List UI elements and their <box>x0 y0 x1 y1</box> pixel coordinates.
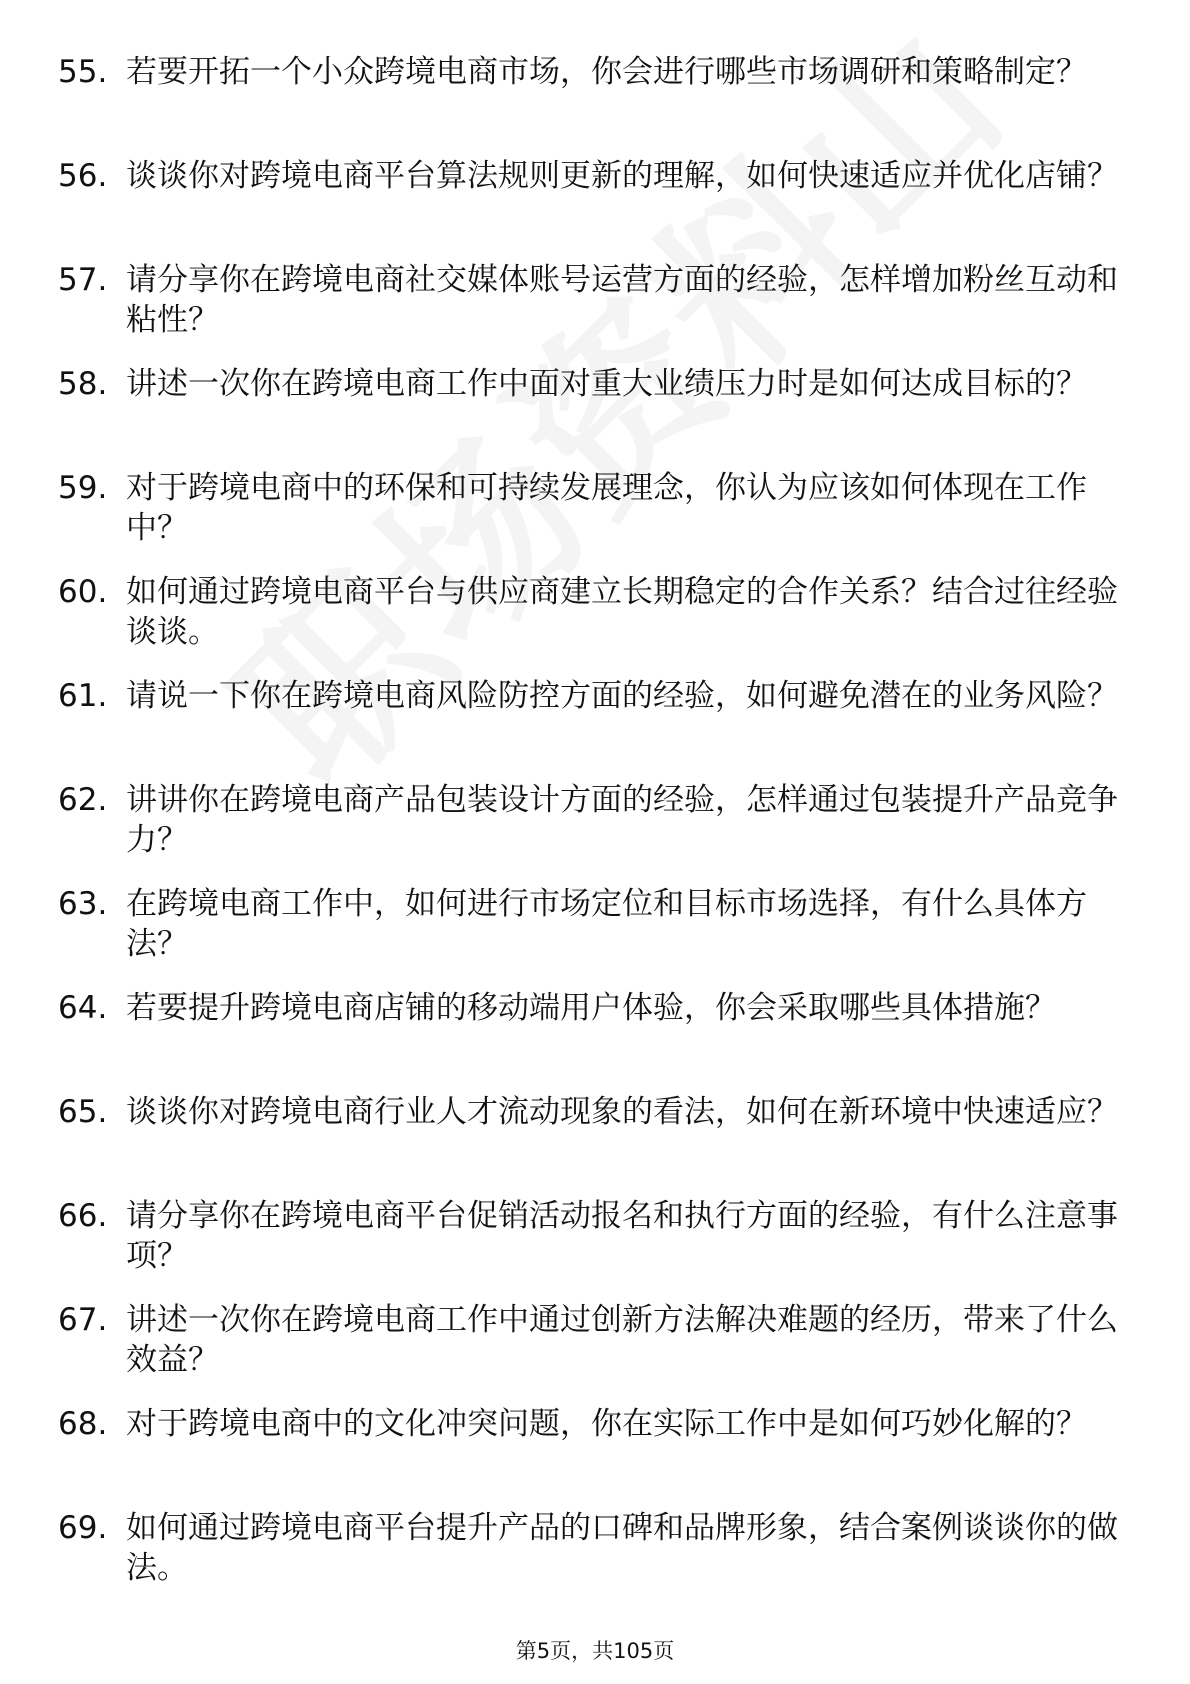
question-text: 请说一下你在跨境电商风险防控方面的经验，如何避免潜在的业务风险？ <box>126 678 1118 714</box>
question-text: 讲述一次你在跨境电商工作中面对重大业绩压力时是如何达成目标的？ <box>126 366 1087 402</box>
question-item <box>58 1404 1128 1508</box>
question-number: 57. <box>58 262 108 298</box>
question-text: 请分享你在跨境电商社交媒体账号运营方面的经验，怎样增加粉丝互动和粘性？ <box>126 262 1118 338</box>
question-item <box>58 988 1128 1092</box>
question-number: 63. <box>58 886 108 922</box>
question-text: 讲讲你在跨境电商产品包装设计方面的经验，怎样通过包装提升产品竞争力？ <box>126 782 1118 858</box>
question-item <box>58 52 1128 156</box>
question-item <box>58 364 1128 468</box>
question-item <box>58 468 1128 572</box>
question-text: 对于跨境电商中的文化冲突问题，你在实际工作中是如何巧妙化解的？ <box>126 1406 1087 1442</box>
question-item <box>58 1300 1128 1404</box>
question-item <box>58 572 1128 676</box>
question-item <box>58 1508 1128 1612</box>
question-number: 69. <box>58 1510 108 1546</box>
question-number: 62. <box>58 782 108 818</box>
question-number: 60. <box>58 574 108 610</box>
question-number: 66. <box>58 1198 108 1234</box>
question-item <box>58 260 1128 364</box>
question-item <box>58 780 1128 884</box>
question-text: 如何通过跨境电商平台与供应商建立长期稳定的合作关系？结合过往经验谈谈。 <box>126 574 1118 650</box>
page-footer: 第5页，共105页 <box>515 1639 675 1663</box>
question-number: 59. <box>58 470 108 506</box>
question-item <box>58 1196 1128 1300</box>
question-text: 谈谈你对跨境电商行业人才流动现象的看法，如何在新环境中快速适应？ <box>126 1094 1118 1130</box>
question-text: 若要开拓一个小众跨境电商市场，你会进行哪些市场调研和策略制定？ <box>126 54 1087 90</box>
question-number: 64. <box>58 990 108 1026</box>
question-text: 若要提升跨境电商店铺的移动端用户体验，你会采取哪些具体措施？ <box>126 990 1056 1026</box>
question-number: 55. <box>58 54 108 90</box>
question-number: 65. <box>58 1094 108 1130</box>
question-number: 68. <box>58 1406 108 1442</box>
question-text: 在跨境电商工作中，如何进行市场定位和目标市场选择，有什么具体方法？ <box>126 886 1087 962</box>
question-item <box>58 156 1128 260</box>
question-item <box>58 884 1128 988</box>
question-number: 58. <box>58 366 108 402</box>
question-text: 讲述一次你在跨境电商工作中通过创新方法解决难题的经历，带来了什么效益？ <box>126 1302 1118 1378</box>
question-text: 如何通过跨境电商平台提升产品的口碑和品牌形象，结合案例谈谈你的做法。 <box>126 1510 1118 1586</box>
question-text: 请分享你在跨境电商平台促销活动报名和执行方面的经验，有什么注意事项？ <box>126 1198 1118 1274</box>
question-number: 67. <box>58 1302 108 1338</box>
question-item <box>58 676 1128 780</box>
question-text: 对于跨境电商中的环保和可持续发展理念，你认为应该如何体现在工作中？ <box>126 470 1087 546</box>
question-number: 56. <box>58 158 108 194</box>
question-list <box>58 52 1128 1612</box>
question-number: 61. <box>58 678 108 714</box>
question-item <box>58 1092 1128 1196</box>
question-text: 谈谈你对跨境电商平台算法规则更新的理解，如何快速适应并优化店铺？ <box>126 158 1118 194</box>
